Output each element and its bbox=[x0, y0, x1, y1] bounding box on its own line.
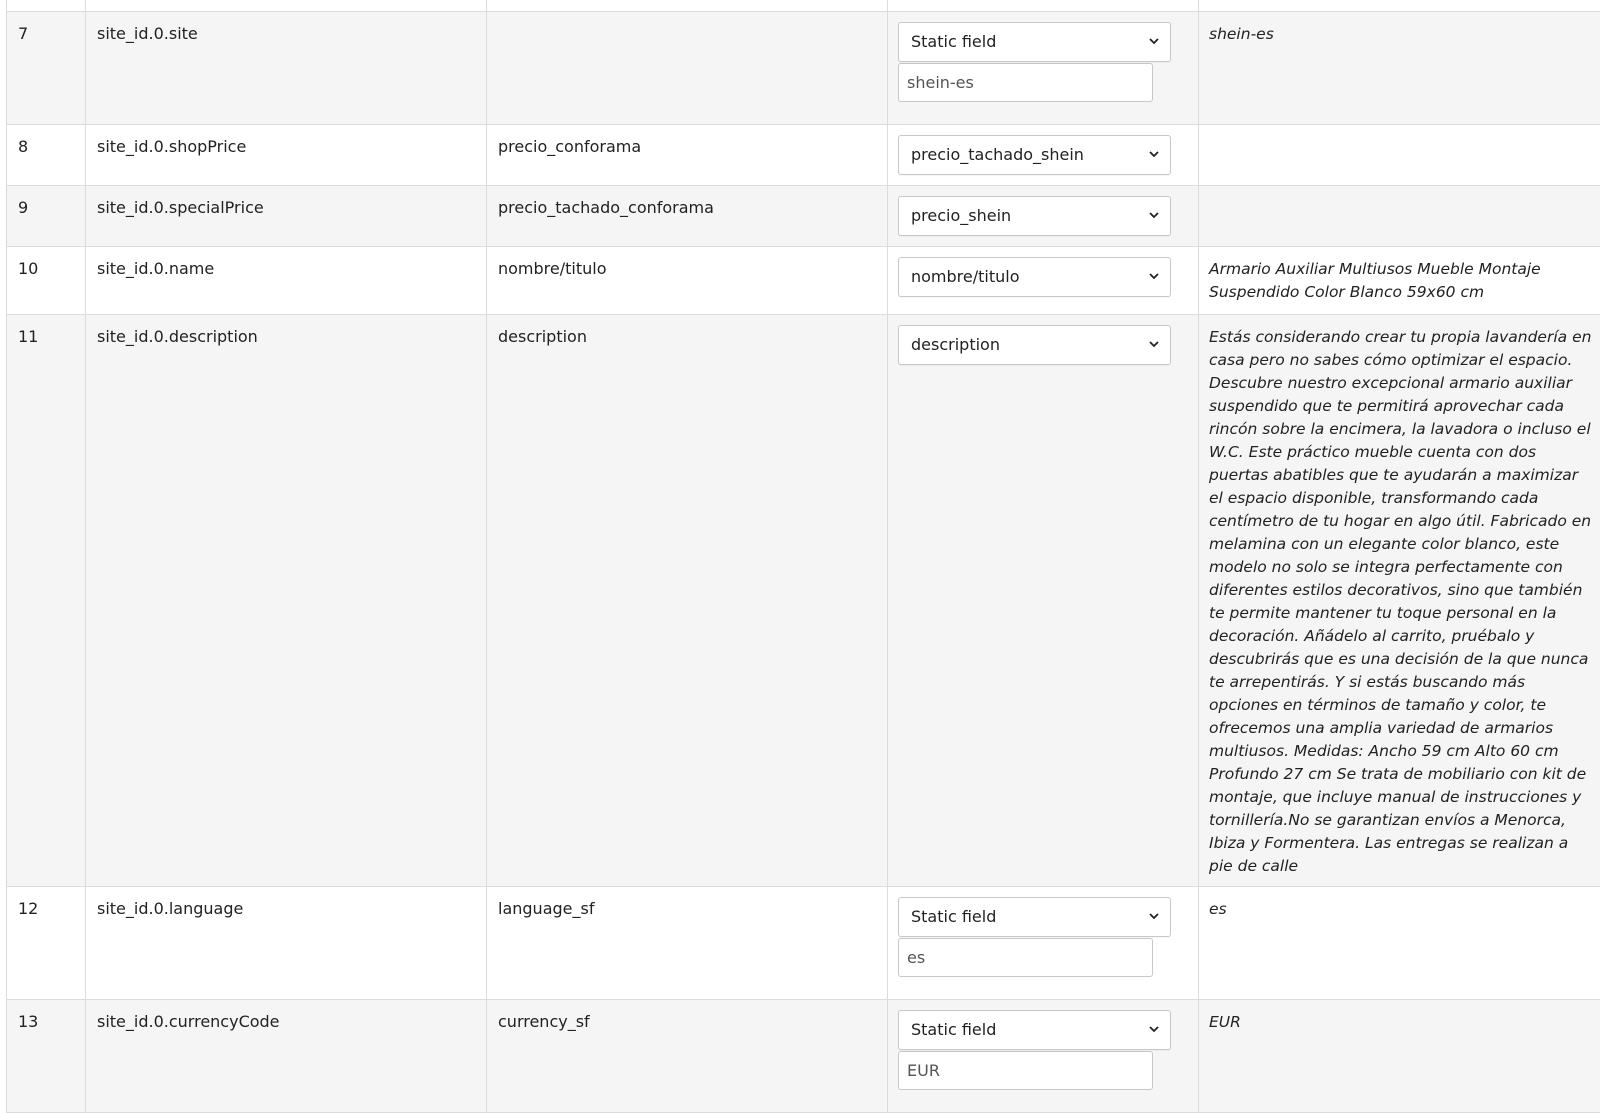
table-cell bbox=[86, 0, 487, 12]
row-number: 9 bbox=[7, 186, 86, 247]
target-field-key: site_id.0.site bbox=[86, 12, 487, 125]
mapping-select-value: Static field bbox=[911, 1020, 996, 1039]
mapping-select-value: precio_tachado_shein bbox=[911, 145, 1084, 164]
source-field: precio_conforama bbox=[487, 125, 888, 186]
table-row bbox=[7, 186, 1600, 247]
preview-value bbox=[1199, 186, 1600, 247]
mapping-cell bbox=[888, 1000, 1199, 1113]
mapping-select[interactable] bbox=[898, 325, 1171, 365]
source-field: currency_sf bbox=[487, 1000, 888, 1113]
mapping-cell bbox=[888, 125, 1199, 186]
row-number: 13 bbox=[7, 1000, 86, 1113]
chevron-down-icon bbox=[1149, 1025, 1159, 1033]
table-cell bbox=[1199, 0, 1600, 12]
mapping-cell bbox=[888, 186, 1199, 247]
mapping-select[interactable] bbox=[898, 257, 1171, 297]
mapping-cell bbox=[888, 12, 1199, 125]
preview-value: shein-es bbox=[1199, 12, 1600, 125]
mapping-select-value: Static field bbox=[911, 907, 996, 926]
mapping-cell bbox=[888, 315, 1199, 887]
table-cell bbox=[7, 0, 86, 12]
mapping-select-value: Static field bbox=[911, 32, 996, 51]
row-number: 8 bbox=[7, 125, 86, 186]
static-value-input[interactable]: es bbox=[898, 938, 1153, 977]
static-value-input[interactable]: shein-es bbox=[898, 63, 1153, 102]
target-field-key: site_id.0.name bbox=[86, 247, 487, 315]
table-cell bbox=[487, 0, 888, 12]
table-row-partial bbox=[7, 0, 1600, 12]
preview-value bbox=[1199, 125, 1600, 186]
static-value-input[interactable]: EUR bbox=[898, 1051, 1153, 1090]
chevron-down-icon bbox=[1149, 912, 1159, 920]
mapping-select[interactable] bbox=[898, 897, 1171, 937]
table-row bbox=[7, 1000, 1600, 1113]
row-number: 10 bbox=[7, 247, 86, 315]
preview-value: Armario Auxiliar Multiusos Mueble Montaje Suspendido Color Blanco 59x60 cm bbox=[1199, 247, 1600, 315]
mapping-cell bbox=[888, 887, 1199, 1000]
preview-value: EUR bbox=[1199, 1000, 1600, 1113]
table-cell bbox=[888, 0, 1199, 12]
table-row bbox=[7, 247, 1600, 315]
target-field-key: site_id.0.specialPrice bbox=[86, 186, 487, 247]
mapping-select[interactable] bbox=[898, 196, 1171, 236]
table-row bbox=[7, 12, 1600, 125]
target-field-key: site_id.0.shopPrice bbox=[86, 125, 487, 186]
mapping-select[interactable] bbox=[898, 135, 1171, 175]
source-field: precio_tachado_conforama bbox=[487, 186, 888, 247]
target-field-key: site_id.0.language bbox=[86, 887, 487, 1000]
chevron-down-icon bbox=[1149, 37, 1159, 45]
table-row bbox=[7, 125, 1600, 186]
mapping-cell bbox=[888, 247, 1199, 315]
source-field bbox=[487, 12, 888, 125]
chevron-down-icon bbox=[1149, 150, 1159, 158]
row-number: 12 bbox=[7, 887, 86, 1000]
field-mapping-table-container bbox=[6, 0, 1600, 1113]
source-field: nombre/titulo bbox=[487, 247, 888, 315]
mapping-select[interactable] bbox=[898, 1010, 1171, 1050]
field-mapping-table bbox=[6, 0, 1600, 1113]
mapping-select-value: precio_shein bbox=[911, 206, 1011, 225]
chevron-down-icon bbox=[1149, 211, 1159, 219]
chevron-down-icon bbox=[1149, 272, 1159, 280]
table-row bbox=[7, 315, 1600, 887]
mapping-select-value: nombre/titulo bbox=[911, 267, 1020, 286]
source-field: description bbox=[487, 315, 888, 887]
row-number: 7 bbox=[7, 12, 86, 125]
target-field-key: site_id.0.description bbox=[86, 315, 487, 887]
mapping-select[interactable] bbox=[898, 22, 1171, 62]
target-field-key: site_id.0.currencyCode bbox=[86, 1000, 487, 1113]
chevron-down-icon bbox=[1149, 340, 1159, 348]
preview-value: Estás considerando crear tu propia lavandería en casa pero no sabes cómo optimizar el espacio. Descubre nuestro excepcional armario auxiliar suspendido que te permitirá aprovechar cada rincón sobre la encimera, la lavadora o incluso el W.C. Este práctico mueble cuenta con dos puertas abatibles que te ayudarán a maximizar el espacio disponible, transformando cada centímetro de tu hogar en algo útil. Fabricado en melamina con un elegante color blanco, este modelo no solo se integra perfectamente con diferentes estilos decorativos, sino que también te permite mantener tu toque personal en la decoración. Añádelo al carrito, pruébalo y descubrirás que es una decisión de la que nunca te arrepentirás. Y si estás buscando más opciones en términos de tamaño y color, te ofrecemos una amplia variedad de armarios multiusos. Medidas: Ancho 59 cm Alto 60 cm Profundo 27 cm Se trata de mobiliario con kit de montaje, que incluye manual de instrucciones y tornillería.No se garantizan envíos a Menorca, Ibiza y Formentera. Las entregas se realizan a pie de calle bbox=[1199, 315, 1600, 887]
source-field: language_sf bbox=[487, 887, 888, 1000]
preview-value: es bbox=[1199, 887, 1600, 1000]
row-number: 11 bbox=[7, 315, 86, 887]
mapping-select-value: description bbox=[911, 335, 1000, 354]
table-row bbox=[7, 887, 1600, 1000]
